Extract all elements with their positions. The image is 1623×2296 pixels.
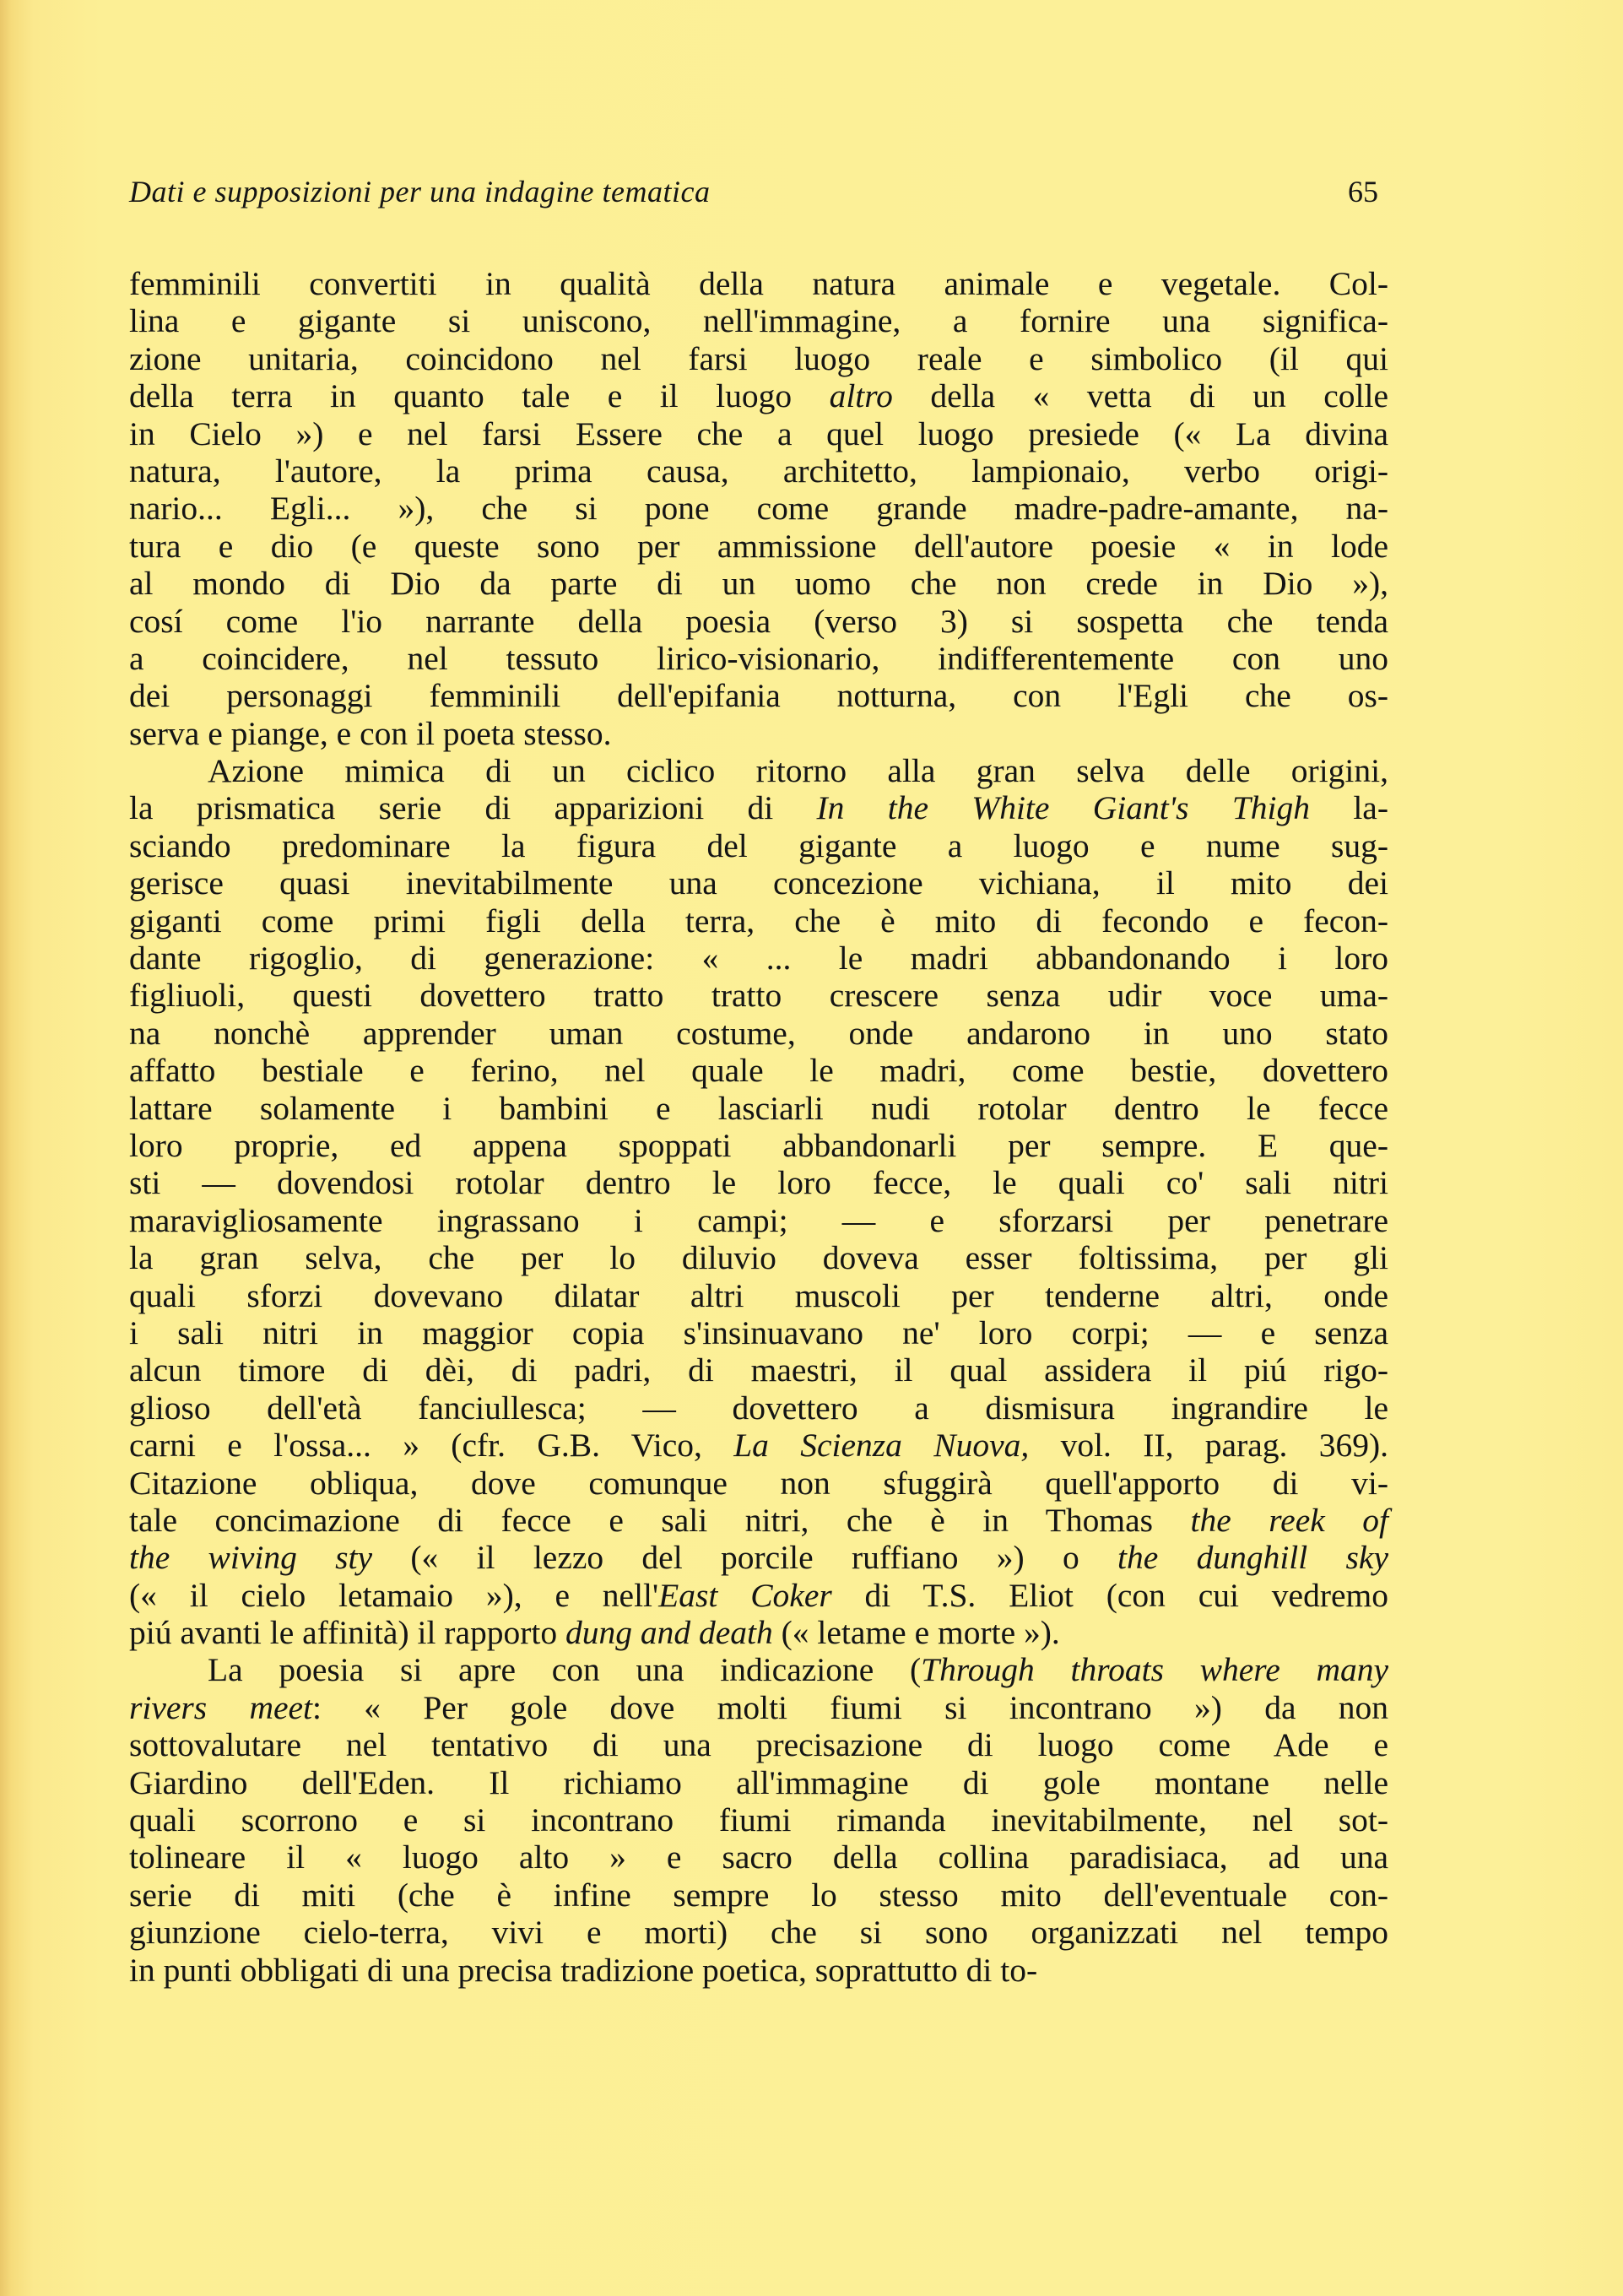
text-line xyxy=(129,565,1388,602)
text-line xyxy=(129,1764,1388,1801)
text-line xyxy=(129,603,1388,640)
text-line xyxy=(129,1914,1388,1951)
text-line xyxy=(129,1127,1388,1164)
text-line xyxy=(129,302,1388,339)
italic-text: East Coker xyxy=(658,1576,832,1614)
text-segment: lina e gigante si uniscono, nell'immagine, a fornire una significa- xyxy=(129,302,1388,340)
text-segment: lattare solamente i bambini e lasciarli nudi rotolar dentro le fecce xyxy=(129,1089,1388,1127)
text-line xyxy=(129,864,1388,902)
text-segment: la gran selva, che per lo diluvio doveva esser foltissima, per gli xyxy=(129,1239,1388,1277)
text-segment: figliuoli, questi dovettero tratto tratto crescere senza udir voce uma- xyxy=(129,977,1388,1015)
text-segment: sottovalutare nel tentativo di una precisazione di luogo come Ade e xyxy=(129,1726,1388,1764)
text-line xyxy=(129,377,1388,414)
text-segment: maravigliosamente ingrassano i campi; — e sforzarsi per penetrare xyxy=(129,1201,1388,1239)
text-segment: loro proprie, ed appena spoppati abbandonarli per sempre. E que- xyxy=(129,1126,1388,1164)
text-segment: (« letame e morte »). xyxy=(772,1614,1060,1652)
text-line xyxy=(129,1351,1388,1389)
text-segment: cosí come l'io narrante della poesia (verso 3) si sospetta che tenda xyxy=(129,602,1388,640)
text-line xyxy=(129,1314,1388,1351)
text-segment: in punti obbligati di una precisa tradizione poetica, soprattutto di to- xyxy=(129,1951,1038,1989)
text-segment: La poesia si apre con una indicazione ( xyxy=(208,1651,922,1689)
text-segment: na nonchè apprender uman costume, onde andarono in uno stato xyxy=(129,1014,1388,1052)
text-segment: a coincidere, nel tessuto lirico-visionario, indifferentemente con uno xyxy=(129,639,1388,677)
text-line xyxy=(129,1090,1388,1127)
text-segment: piú avanti le affinità) il rapporto xyxy=(129,1614,565,1652)
text-segment: gerisce quasi inevitabilmente una concezione vichiana, il mito dei xyxy=(129,864,1388,902)
text-line xyxy=(129,1465,1388,1502)
italic-text: the reek of xyxy=(1190,1501,1388,1539)
text-line xyxy=(129,1577,1388,1614)
text-segment: la- xyxy=(1310,789,1388,827)
running-head: Dati e supposizioni per una indagine tematica xyxy=(129,175,711,208)
text-segment: alcun timore di dèi, di padri, di maestri, il qual assidera il piú rigo- xyxy=(129,1351,1388,1389)
text-segment: giganti come primi figli della terra, che è mito di fecondo e fecon- xyxy=(129,902,1388,940)
text-line xyxy=(129,1651,1388,1688)
text-segment: femminili convertiti in qualità della natura animale e vegetale. Col- xyxy=(129,265,1388,302)
text-line xyxy=(129,1389,1388,1427)
text-line xyxy=(129,1539,1388,1576)
text-segment: tale concimazione di fecce e sali nitri, che è in Thomas xyxy=(129,1501,1191,1539)
text-segment: vol. II, parag. 369). xyxy=(1029,1427,1388,1465)
text-line xyxy=(129,1015,1388,1052)
text-segment: affatto bestiale e ferino, nel quale le madri, come bestie, dovettero xyxy=(129,1052,1388,1090)
text-segment: di T.S. Eliot (con cui vedremo xyxy=(831,1576,1388,1614)
text-line xyxy=(129,1876,1388,1914)
paragraph xyxy=(129,265,1388,752)
text-segment: zione unitaria, coincidono nel farsi luogo reale e simbolico (il qui xyxy=(129,339,1388,377)
text-line xyxy=(129,1838,1388,1876)
italic-text: Through throats where many xyxy=(921,1651,1388,1689)
text-line xyxy=(129,1726,1388,1763)
italic-text: dung and death xyxy=(565,1614,773,1652)
text-line xyxy=(129,1277,1388,1314)
text-line xyxy=(129,265,1388,302)
text-line xyxy=(129,1164,1388,1201)
text-segment: sti — dovendosi rotolar dentro le loro fecce, le quali co' sali nitri xyxy=(129,1164,1388,1202)
text-segment: i sali nitri in maggior copia s'insinuavano ne' loro corpi; — e senza xyxy=(129,1313,1388,1351)
text-line xyxy=(129,1202,1388,1239)
text-segment: la prismatica serie di apparizioni di xyxy=(129,789,817,827)
text-segment: dante rigoglio, di generazione: « ... le madri abbandonando i loro xyxy=(129,940,1388,977)
text-line xyxy=(129,1502,1388,1539)
text-line xyxy=(129,677,1388,714)
text-segment: tolineare il « luogo alto » e sacro della collina paradisiaca, ad una xyxy=(129,1838,1388,1876)
page-header xyxy=(129,171,1378,213)
text-line xyxy=(129,452,1388,490)
text-line xyxy=(129,789,1388,826)
text-segment: della terra in quanto tale e il luogo xyxy=(129,377,830,415)
text-segment: natura, l'autore, la prima causa, architetto, lampionaio, verbo origi- xyxy=(129,452,1388,490)
text-segment: serva e piange, e con il poeta stesso. xyxy=(129,714,612,752)
text-segment: glioso dell'età fanciullesca; — dovettero a dismisura ingrandire le xyxy=(129,1389,1388,1427)
italic-text: La Scienza Nuova, xyxy=(733,1427,1030,1465)
text-line xyxy=(129,715,1388,752)
text-line xyxy=(129,1052,1388,1089)
text-segment: della « vetta di un colle xyxy=(892,377,1388,415)
text-segment: carni e l'ossa... » (cfr. G.B. Vico, xyxy=(129,1427,734,1465)
text-line xyxy=(129,640,1388,677)
text-segment: quali scorrono e si incontrano fiumi rimanda inevitabilmente, nel sot- xyxy=(129,1801,1388,1839)
text-line xyxy=(129,340,1388,377)
text-segment: nario... Egli... »), che si pone come grande madre-padre-amante, na- xyxy=(129,490,1388,528)
text-line xyxy=(129,827,1388,864)
text-line xyxy=(129,528,1388,565)
body-text xyxy=(129,265,1388,1989)
text-line xyxy=(129,490,1388,527)
text-line xyxy=(129,977,1388,1014)
text-line xyxy=(129,1427,1388,1464)
text-segment: quali sforzi dovevano dilatar altri muscoli per tenderne altri, onde xyxy=(129,1276,1388,1314)
text-segment: giunzione cielo-terra, vivi e morti) che si sono organizzati nel tempo xyxy=(129,1914,1388,1952)
text-segment: (« il lezzo del porcile ruffiano ») o xyxy=(372,1539,1118,1577)
paragraph xyxy=(129,752,1388,1651)
italic-text: rivers meet xyxy=(129,1688,313,1726)
italic-text: the dunghill sky xyxy=(1117,1539,1388,1577)
text-line xyxy=(129,1952,1388,1989)
paragraph xyxy=(129,1651,1388,1989)
text-segment: Azione mimica di un ciclico ritorno alla gran selva delle origini, xyxy=(208,752,1388,790)
text-line xyxy=(129,902,1388,940)
text-line xyxy=(129,1614,1388,1651)
text-segment: : « Per gole dove molti fiumi si incontrano ») da non xyxy=(312,1688,1389,1726)
text-line xyxy=(129,1689,1388,1726)
text-segment: sciando predominare la figura del gigante a luogo e nume sug- xyxy=(129,826,1388,864)
text-line xyxy=(129,1239,1388,1276)
italic-text: In the White Giant's Thigh xyxy=(816,789,1311,827)
page-number: 65 xyxy=(1348,175,1378,208)
text-segment: Giardino dell'Eden. Il richiamo all'immagine di gole montane nelle xyxy=(129,1763,1388,1801)
text-line xyxy=(129,1801,1388,1838)
italic-text: the wiving sty xyxy=(129,1539,373,1577)
text-line xyxy=(129,940,1388,977)
text-segment: serie di miti (che è infine sempre lo stesso mito dell'eventuale con- xyxy=(129,1876,1388,1914)
text-segment: in Cielo ») e nel farsi Essere che a quel luogo presiede (« La divina xyxy=(129,414,1388,452)
text-segment: Citazione obliqua, dove comunque non sfuggirà quell'apporto di vi- xyxy=(129,1464,1388,1502)
text-segment: al mondo di Dio da parte di un uomo che non crede in Dio »), xyxy=(129,565,1388,603)
text-segment: dei personaggi femminili dell'epifania notturna, con l'Egli che os- xyxy=(129,677,1388,715)
text-line xyxy=(129,415,1388,452)
italic-text: altro xyxy=(829,377,893,415)
text-segment: tura e dio (e queste sono per ammissione dell'autore poesie « in lode xyxy=(129,527,1388,565)
text-line xyxy=(129,752,1388,789)
text-segment: (« il cielo letamaio »), e nell' xyxy=(129,1576,659,1614)
